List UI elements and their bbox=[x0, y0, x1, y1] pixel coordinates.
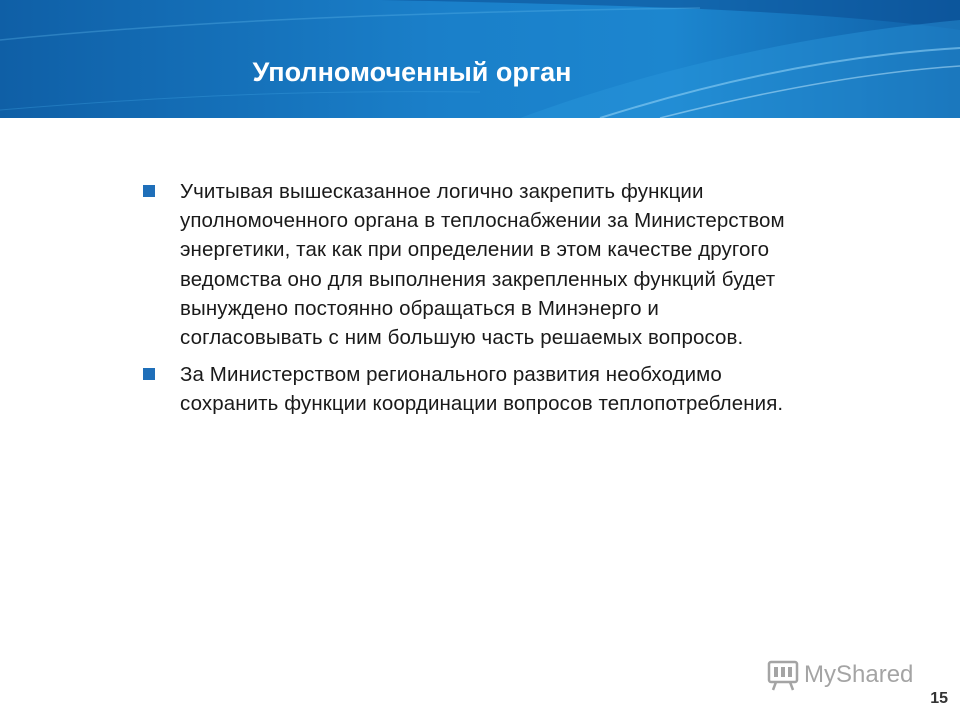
bullet-text-2 bbox=[180, 360, 863, 418]
bullet-line: сохранить функции координации вопросов теплопотребления. bbox=[180, 392, 784, 416]
bullet-line: Учитывая вышесказанное логично закрепить функции bbox=[180, 180, 704, 203]
bullet-list bbox=[143, 177, 863, 427]
watermark bbox=[766, 656, 913, 694]
myshared-logo-icon bbox=[766, 658, 800, 692]
slide-title-wrap bbox=[0, 52, 960, 92]
bullet-line: ведомства оно для выполнения закрепленных функций будет bbox=[180, 267, 776, 291]
slide-header bbox=[0, 0, 960, 118]
slide-title: Уполномоченный орган bbox=[252, 57, 572, 87]
watermark-text: MyShared bbox=[804, 661, 914, 688]
bullet-line: уполномоченного органа в теплоснабжении за Министерством bbox=[180, 209, 785, 233]
bullet-line: энергетики, так как при определении в этом качестве другого bbox=[180, 238, 770, 262]
bullet-line: За Министерством регионального развития необходимо bbox=[180, 363, 722, 387]
bullet-square-icon bbox=[143, 368, 155, 380]
bullet-item-2 bbox=[143, 360, 863, 418]
bullet-line: вынуждено постоянно обращаться в Минэнерго и bbox=[180, 296, 659, 320]
bullet-text-1 bbox=[180, 177, 863, 352]
bullet-item-1 bbox=[143, 177, 863, 352]
bullet-square-icon bbox=[143, 185, 155, 197]
bullet-line: согласовывать с ним большую часть решаемых вопросов. bbox=[180, 326, 744, 350]
page-number: 15 bbox=[930, 690, 948, 707]
